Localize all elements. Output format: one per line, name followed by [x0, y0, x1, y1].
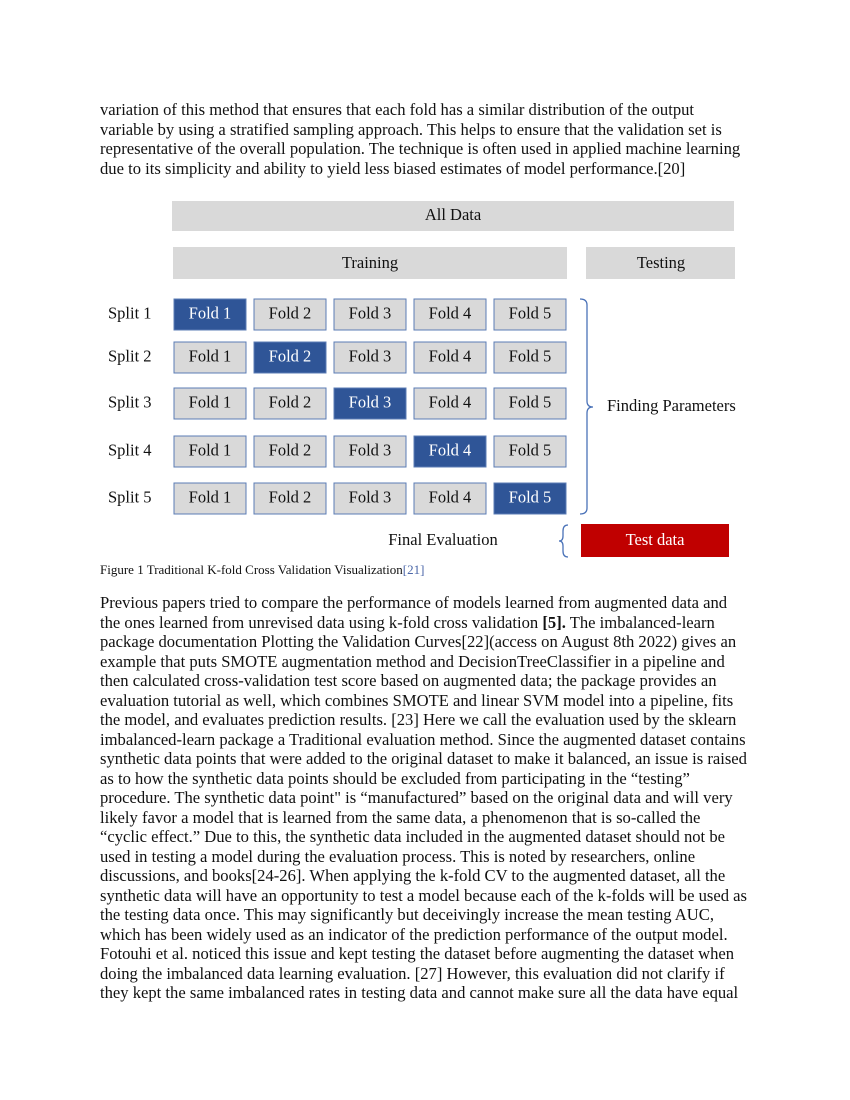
- fold-label: Fold 3: [348, 303, 392, 323]
- fold-label: Fold 2: [268, 303, 312, 323]
- body-line: package documentation Plotting the Validation Curves[22](access on August 8th 2022) gives an: [100, 632, 737, 651]
- fold-label: Fold 5: [508, 440, 552, 460]
- body-line: then calculated cross-validation test score based on augmented data; the package provides an: [100, 671, 717, 690]
- body-line: Previous papers tried to compare the performance of models learned from augmented data and: [100, 593, 728, 612]
- fold-label: Fold 4: [428, 440, 472, 460]
- body-line: which has been widely used as an indicator of the prediction performance of the output model.: [100, 924, 728, 944]
- body-line-end: The imbalanced-learn: [565, 612, 715, 632]
- all-data-label: All Data: [424, 204, 482, 224]
- body-line: Fotouhi et al. noticed this issue and kept testing the dataset before augmenting the dataset when: [100, 944, 735, 963]
- citation-bold: [5].: [542, 612, 566, 632]
- fold-label: Fold 1: [188, 346, 232, 366]
- split-label: Split 3: [108, 392, 152, 412]
- body-line: evaluation tutorial as well, which combines SMOTE and linear SVM model into a pipeline, fits: [100, 690, 734, 710]
- body-line: used in testing a model during the evaluation process. This is noted by researchers, online: [100, 846, 696, 866]
- fold-label: Fold 4: [428, 346, 472, 366]
- fold-label: Fold 5: [508, 346, 552, 366]
- fold-label: Fold 5: [508, 392, 552, 412]
- split-label: Split 2: [108, 346, 152, 366]
- final-evaluation-label: Final Evaluation: [388, 529, 498, 549]
- split-label: Split 4: [108, 440, 152, 460]
- body-line: the model, and evaluates prediction results. [23] Here we call the evaluation used by the sklearn: [100, 710, 737, 729]
- body-line: synthetic data points that were added to the original dataset to make it balanced, an issue is raised: [100, 749, 747, 768]
- body-paragraph: [100, 593, 760, 1003]
- fold-label: Fold 5: [508, 487, 552, 507]
- fold-label: Fold 3: [348, 487, 392, 507]
- body-line-start: the ones learned from unrevised data using k-fold cross validation: [100, 612, 543, 632]
- body-line: they kept the same imbalanced rates in testing data and cannot make sure all the data have equal: [100, 983, 739, 1002]
- fold-label: Fold 1: [188, 487, 232, 507]
- fold-label: Fold 4: [428, 392, 472, 412]
- body-line: synthetic data will have an opportunity to test a model because each of the k-folds will be used as: [100, 885, 747, 905]
- body-line: doing the imbalanced data learning evaluation. [27] However, this evaluation did not clarify if: [100, 963, 725, 983]
- intro-line: representative of the overall population. The technique is often used in applied machine learning: [100, 139, 741, 158]
- fold-label: Fold 1: [188, 392, 232, 412]
- fold-label: Fold 1: [188, 440, 232, 460]
- fold-label: Fold 4: [428, 303, 472, 323]
- body-line: imbalanced-learn package a Traditional evaluation method. Since the augmented dataset contains: [100, 729, 746, 749]
- finding-parameters-label: Finding Parameters: [607, 395, 736, 415]
- intro-line: variable by using a stratified sampling approach. This helps to ensure that the validation set is: [100, 119, 722, 139]
- fold-label: Fold 2: [268, 392, 312, 412]
- splits-bracket: [580, 299, 593, 514]
- intro-line: variation of this method that ensures that each fold has a similar distribution of the output: [100, 100, 695, 119]
- caption-ref: [21]: [402, 562, 425, 577]
- caption-text: Figure 1 Traditional K-fold Cross Validation Visualization: [100, 562, 403, 577]
- testing-label: Testing: [636, 252, 686, 272]
- split-label: Split 1: [108, 303, 152, 323]
- fold-label: Fold 3: [348, 440, 392, 460]
- fold-label: Fold 2: [268, 487, 312, 507]
- figure-caption: [100, 562, 424, 578]
- body-line: example that puts SMOTE augmentation method and DecisionTreeClassifier in a pipeline and: [100, 651, 725, 671]
- intro-line: due to its simplicity and ability to yield less biased estimates of model performance.[20]: [100, 158, 686, 178]
- body-line: discussions, and books[24-26]. When applying the k-fold CV to the augmented dataset, all the: [100, 866, 726, 885]
- fold-label: Fold 1: [188, 303, 232, 323]
- body-line: likely favor a model that is learned from the same data, a phenomenon that is so-called the: [100, 807, 701, 827]
- body-line: procedure. The synthetic data point" is “manufactured” based on the original data and will very: [100, 788, 733, 807]
- split-label: Split 5: [108, 487, 152, 507]
- body-line: as to how the synthetic data points should be excluded from participating in the “testing”: [100, 768, 690, 788]
- body-line: “cyclic effect.” Due to this, the synthetic data included in the augmented dataset should not be: [100, 827, 725, 846]
- fold-label: Fold 3: [348, 346, 392, 366]
- body-line: the testing data once. This may significantly but deceivingly increase the mean testing AUC,: [100, 905, 714, 924]
- test-data-label: Test data: [625, 529, 685, 549]
- fold-label: Fold 4: [428, 487, 472, 507]
- fold-label: Fold 2: [268, 440, 312, 460]
- fold-label: Fold 5: [508, 303, 552, 323]
- body-line: [100, 613, 760, 633]
- fold-label: Fold 2: [268, 346, 312, 366]
- fold-label: Fold 3: [348, 392, 392, 412]
- final-evaluation-bracket: [559, 525, 568, 557]
- training-label: Training: [341, 252, 399, 272]
